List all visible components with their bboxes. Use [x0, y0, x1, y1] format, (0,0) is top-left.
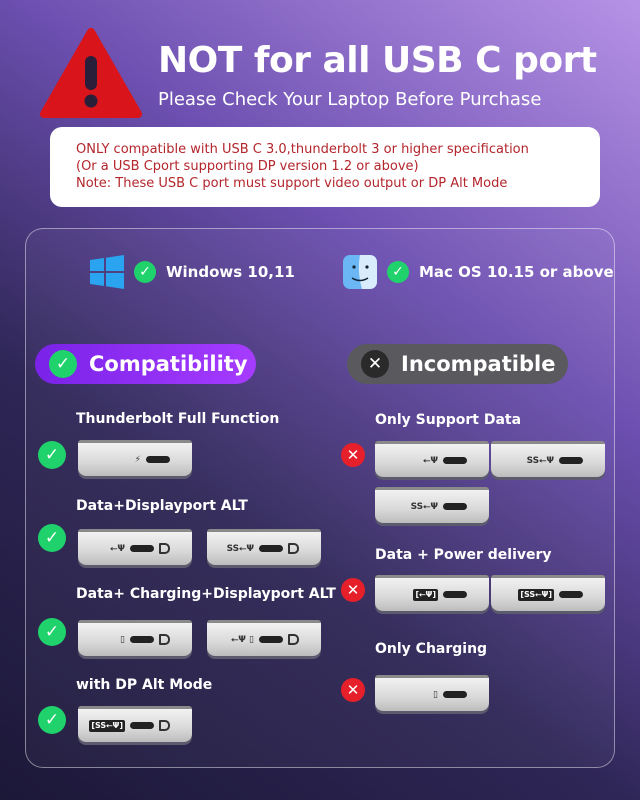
incompatible-label: Incompatible: [401, 352, 556, 376]
displayport-icon: [159, 720, 170, 731]
check-icon: ✓: [38, 618, 66, 646]
port-symbol: ⭠Ψ ▯: [231, 634, 254, 645]
usb-port-illustration: [78, 529, 192, 565]
cross-icon: ✕: [361, 350, 389, 378]
usb-c-slot: [443, 691, 467, 698]
displayport-icon: [288, 543, 299, 554]
notice-line: ONLY compatible with USB C 3.0,thunderbolt 3 or higher specification: [76, 142, 529, 157]
usb-c-slot: [130, 545, 154, 552]
usb-port-illustration: [491, 575, 605, 611]
usb-c-slot: [443, 503, 467, 510]
mac-label: Mac OS 10.15 or above: [419, 263, 614, 281]
port-symbol: SS⭠Ψ: [226, 543, 254, 554]
usb-c-slot: [443, 457, 467, 464]
cross-icon: ✕: [341, 443, 365, 467]
check-icon: ✓: [38, 706, 66, 734]
os-mac: [343, 255, 614, 289]
usb-c-slot: [130, 722, 154, 729]
port-symbol: ▯: [433, 689, 438, 700]
check-icon: ✓: [134, 261, 156, 283]
incompatible-pill: [347, 344, 568, 384]
compatibility-pill: [35, 344, 256, 384]
port-symbol: [SS⭠Ψ]: [520, 589, 552, 599]
port-symbol: ⭠Ψ: [423, 455, 438, 466]
usb-c-slot: [259, 545, 283, 552]
group-label: Data + Power delivery: [375, 547, 552, 563]
usb-port-illustration: [78, 440, 192, 476]
windows-label: Windows 10,11: [166, 263, 295, 281]
port-symbol: ⚡: [134, 454, 141, 465]
windows-icon: [90, 255, 124, 289]
port-symbol: [SS⭠Ψ]: [91, 720, 123, 730]
usb-port-illustration: [375, 441, 489, 477]
displayport-icon: [159, 634, 170, 645]
usb-port-illustration: [375, 675, 489, 711]
warning-icon: [40, 28, 142, 120]
usb-c-slot: [559, 591, 583, 598]
usb-port-illustration: [375, 575, 489, 611]
usb-c-slot: [130, 636, 154, 643]
check-icon: ✓: [49, 350, 77, 378]
check-icon: ✓: [38, 441, 66, 469]
group-label: Only Support Data: [375, 412, 522, 428]
page-title: NOT for all USB C port: [158, 40, 597, 81]
usb-c-slot: [559, 457, 583, 464]
group-label: Thunderbolt Full Function: [76, 411, 280, 427]
group-label: Only Charging: [375, 641, 488, 657]
compatibility-label: Compatibility: [89, 352, 248, 376]
usb-port-illustration: [375, 487, 489, 523]
port-symbol: [⭠Ψ]: [415, 589, 436, 599]
cross-icon: ✕: [341, 578, 365, 602]
notice-line: (Or a USB Cport supporting DP version 1.2 or above): [76, 159, 419, 174]
port-symbol: ⭠Ψ: [110, 543, 125, 554]
usb-port-illustration: [491, 441, 605, 477]
port-symbol: SS⭠Ψ: [526, 455, 554, 466]
usb-c-slot: [259, 636, 283, 643]
cross-icon: ✕: [341, 678, 365, 702]
usb-port-illustration: [207, 529, 321, 565]
usb-port-illustration: [207, 620, 321, 656]
usb-port-illustration: [78, 620, 192, 656]
group-label: Data+ Charging+Displayport ALT: [76, 586, 336, 602]
displayport-icon: [159, 543, 170, 554]
check-icon: ✓: [387, 261, 409, 283]
usb-c-slot: [443, 591, 467, 598]
finder-icon: [343, 255, 377, 289]
page-subtitle: Please Check Your Laptop Before Purchase: [158, 89, 542, 110]
port-symbol: ▯: [120, 634, 125, 645]
usb-c-slot: [146, 456, 170, 463]
check-icon: ✓: [38, 524, 66, 552]
usb-port-illustration: [78, 706, 192, 742]
displayport-icon: [288, 634, 299, 645]
port-symbol: SS⭠Ψ: [410, 501, 438, 512]
compatibility-notice: [50, 127, 600, 207]
group-label: with DP Alt Mode: [76, 677, 213, 693]
notice-line: Note: These USB C port must support video output or DP Alt Mode: [76, 176, 508, 191]
group-label: Data+Displayport ALT: [76, 498, 248, 514]
os-windows: [90, 255, 295, 289]
